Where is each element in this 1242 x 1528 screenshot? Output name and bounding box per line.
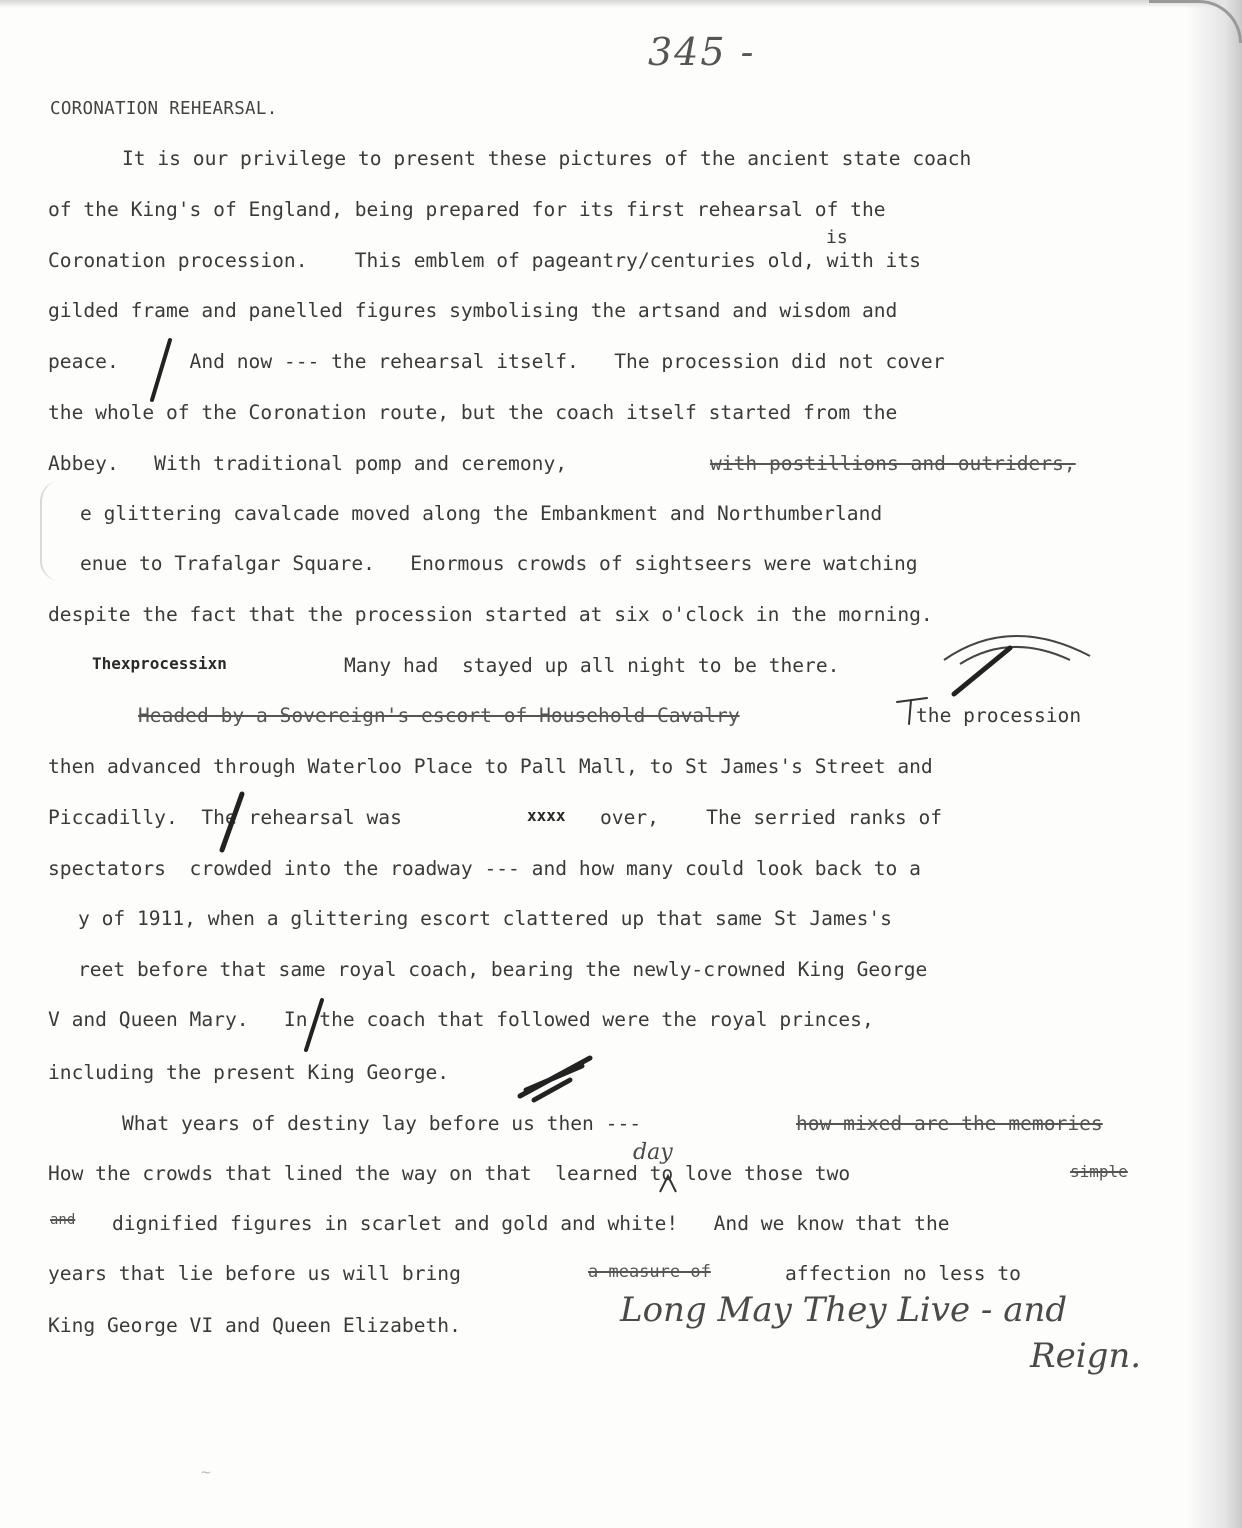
struck-memories: how mixed are the memories <box>796 1112 1103 1135</box>
text-line-23b: affection no less to <box>785 1262 1021 1285</box>
struck-procession: Thexprocessixn <box>92 654 227 673</box>
text-line-4: gilded frame and panelled figures symbolising the artsand and wisdom and <box>48 299 898 322</box>
text-line-19: including the present King George. <box>48 1061 450 1084</box>
struck-and: and <box>50 1212 76 1228</box>
scan-top-edge <box>0 0 1242 8</box>
interlinear-is: is <box>826 227 848 248</box>
pen-scribble-mark <box>510 1050 600 1110</box>
text-line-6: the whole of the Coronation route, but the coach itself started from the <box>48 401 898 424</box>
faint-pencil-mark: ~ <box>200 1465 212 1481</box>
handwritten-closing-1: Long May They Live - and <box>620 1290 1068 1330</box>
text-line-15: spectators crowded into the roadway --- and how many could look back to a <box>48 857 921 880</box>
struck-outriders: with postillions and outriders, <box>710 452 1076 475</box>
text-line-16: y of 1911, when a glittering escort clattered up that same St James's <box>78 907 892 930</box>
scan-right-edge <box>1186 0 1242 1528</box>
text-line-23: years that lie before us will bring <box>48 1262 461 1285</box>
pen-slash-mark-4 <box>296 996 332 1056</box>
page-number: 345 - <box>648 30 756 74</box>
text-line-22: dignified figures in scarlet and gold and white! And we know that the <box>112 1212 950 1235</box>
struck-same: xxxx <box>527 806 566 825</box>
pen-slash-mark <box>140 336 180 406</box>
text-line-11: Many had stayed up all night to be there. <box>344 654 840 677</box>
margin-bracket <box>40 481 64 581</box>
struck-headed-by: Headed by a Sovereign's escort of Household Cavalry <box>138 704 740 727</box>
text-line-21: How the crowds that lined the way on that learned to love those two <box>48 1162 851 1185</box>
handwritten-closing-2: Reign. <box>1030 1336 1142 1376</box>
text-line-17: reet before that same royal coach, bearing the newly-crowned King George <box>78 958 928 981</box>
struck-measure: a measure of <box>588 1262 711 1282</box>
caret-insert-mark <box>656 1170 680 1194</box>
text-line-7: Abbey. With traditional pomp and ceremony, <box>48 452 568 475</box>
text-line-18: V and Queen Mary. In the coach that followed were the royal princes, <box>48 1008 874 1031</box>
interlinear-day: day <box>633 1140 673 1165</box>
text-line-2: of the King's of England, being prepared for its first rehearsal of the <box>48 198 886 221</box>
text-line-20: What years of destiny lay before us then --- <box>122 1112 642 1135</box>
text-line-9: enue to Trafalgar Square. Enormous crowds of sightseers were watching <box>80 552 918 575</box>
text-line-14: Piccadilly. The rehearsal was <box>48 806 402 829</box>
document-title: CORONATION REHEARSAL. <box>50 99 278 119</box>
text-line-1: It is our privilege to present these pictures of the ancient state coach <box>122 147 972 170</box>
text-line-5: peace. And now --- the rehearsal itself. The procession did not cover <box>48 350 945 373</box>
text-line-14b: over, The serried ranks of <box>600 806 943 829</box>
struck-simple: simple <box>1070 1162 1128 1181</box>
text-line-10: despite the fact that the procession started at six o'clock in the morning. <box>48 603 933 626</box>
text-line-8: e glittering cavalcade moved along the Embankment and Northumberland <box>80 502 883 525</box>
text-line-12: the procession <box>916 704 1082 727</box>
text-line-13: then advanced through Waterloo Place to Pall Mall, to St James's Street and <box>48 755 933 778</box>
pen-slash-mark-2 <box>948 642 1018 702</box>
text-line-24: King George VI and Queen Elizabeth. <box>48 1314 461 1337</box>
pen-slash-mark-3 <box>212 790 252 856</box>
text-line-3: Coronation procession. This emblem of pageantry/centuries old, with its <box>48 249 921 272</box>
